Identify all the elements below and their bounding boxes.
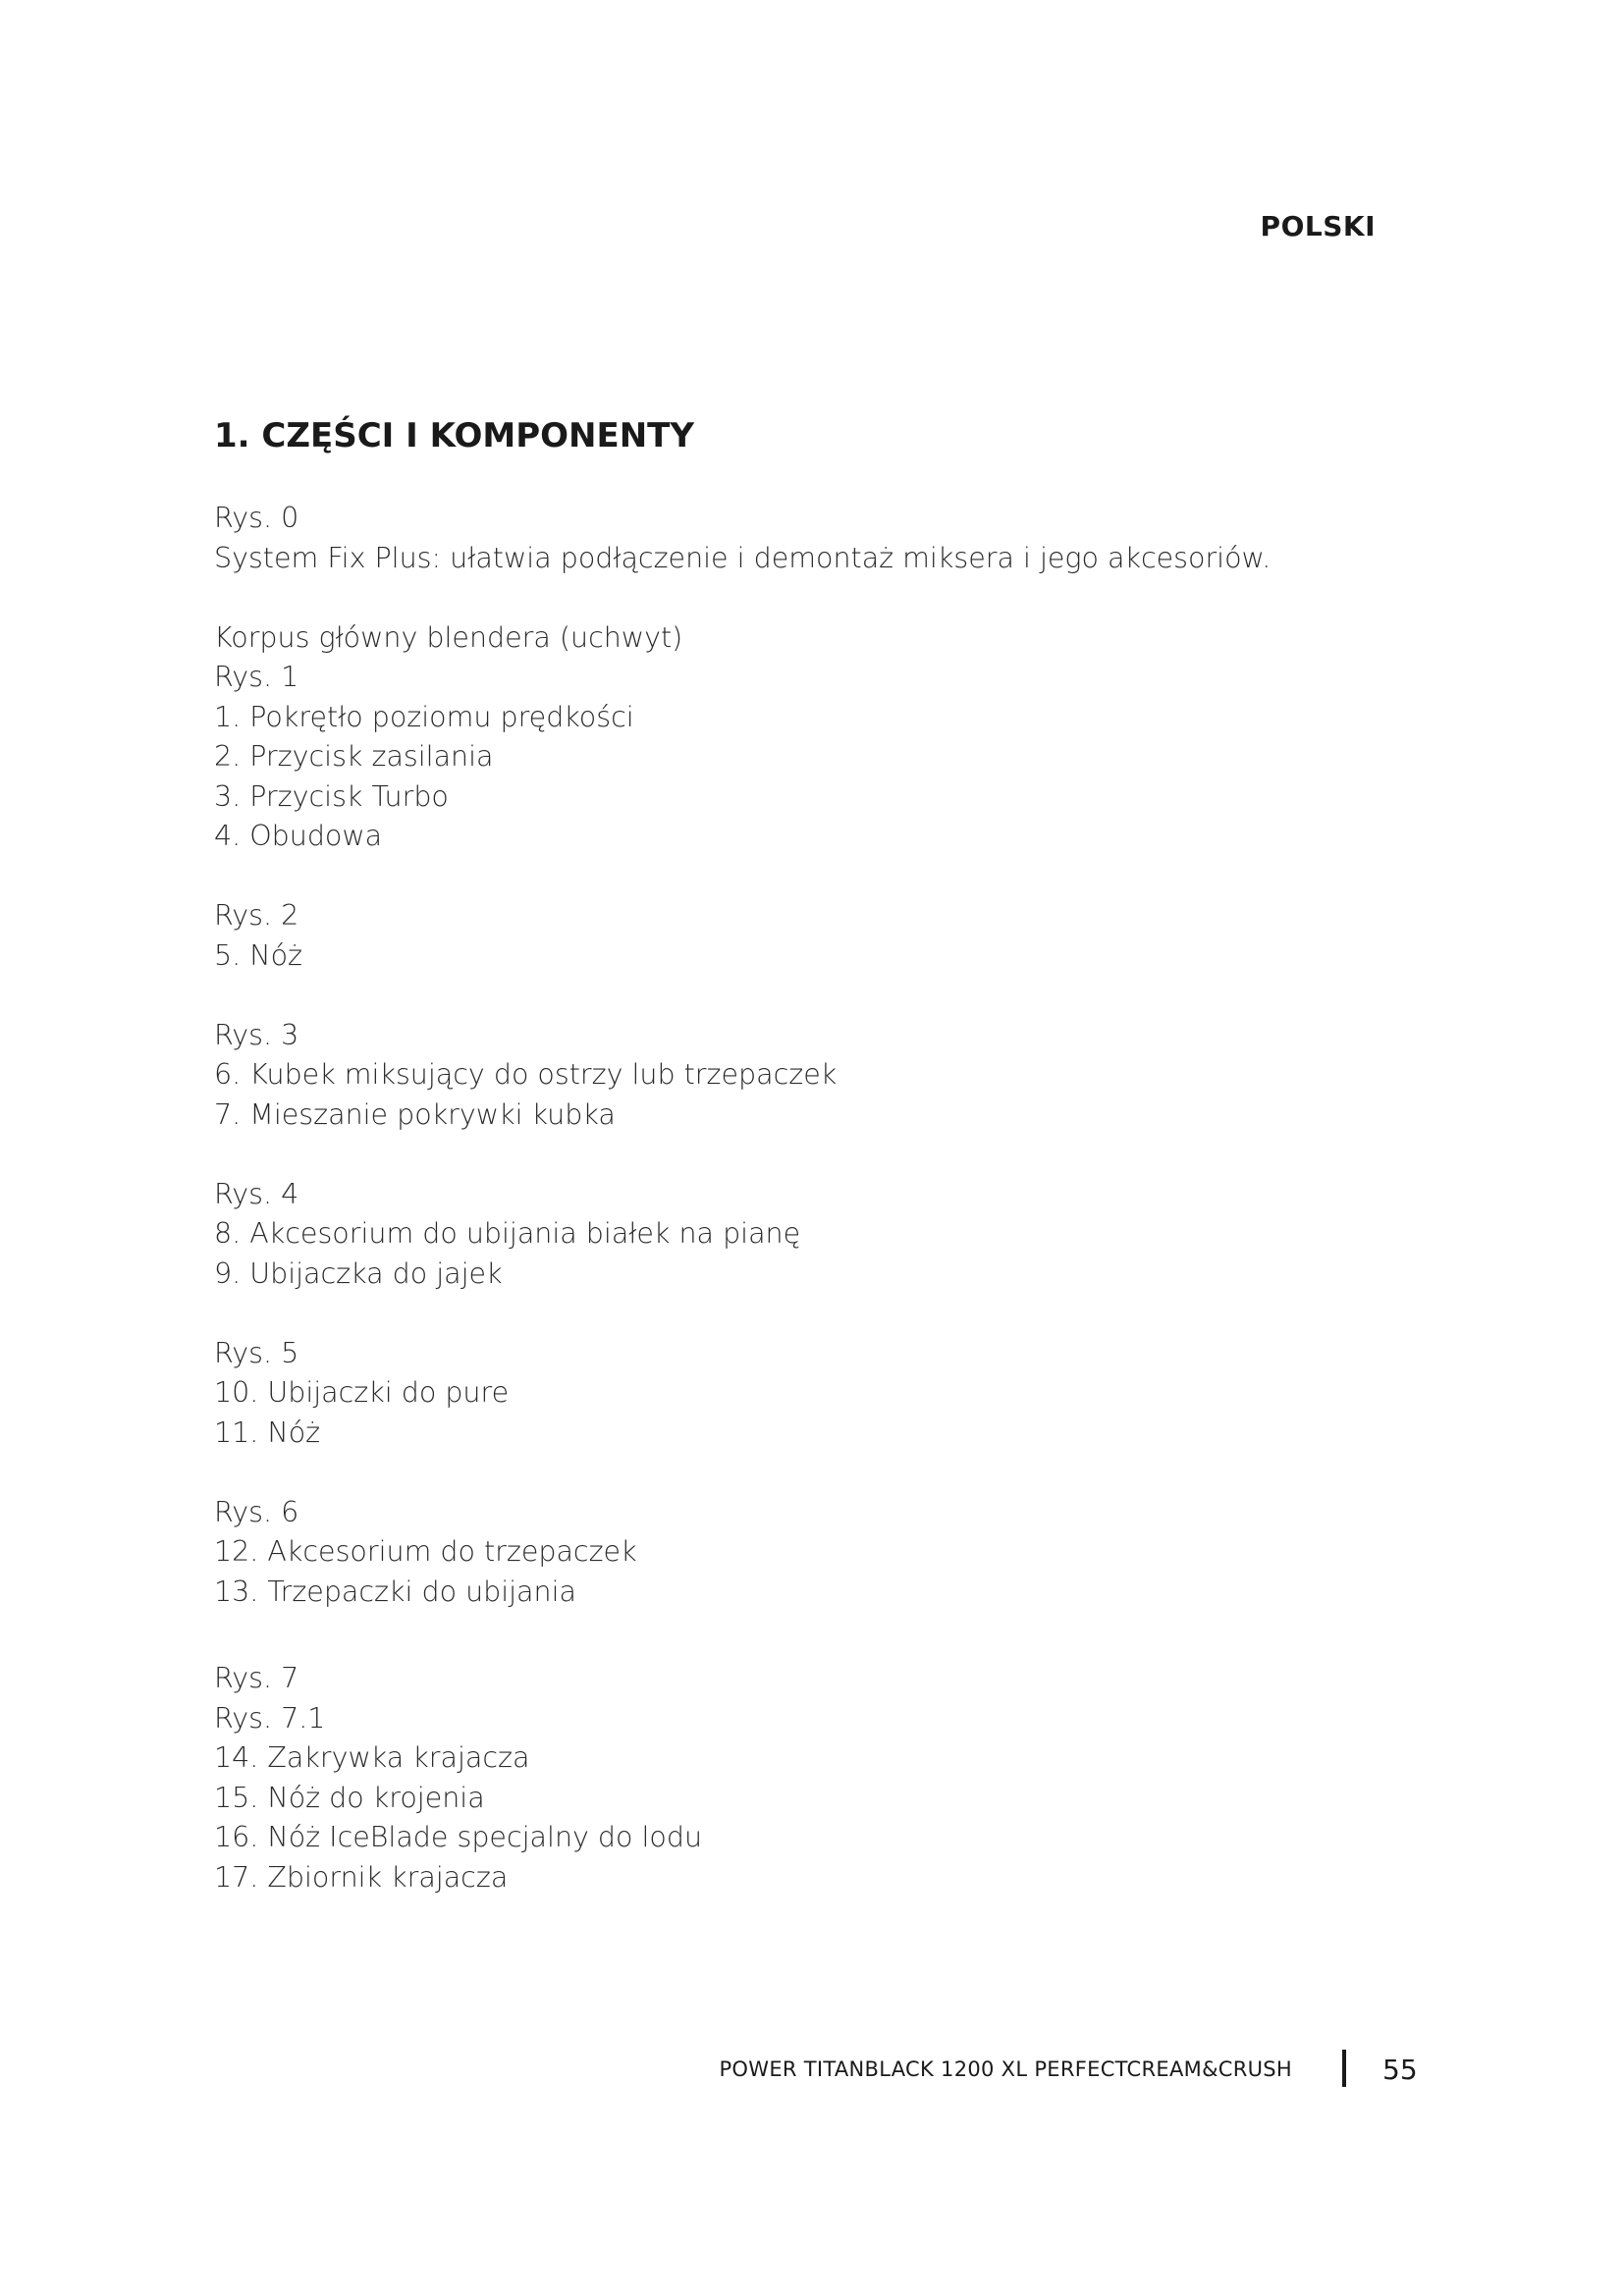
- figure-group-6: [214, 1493, 1412, 1613]
- figure-group-0: [214, 499, 1412, 578]
- figure-group-4: [214, 1175, 1412, 1295]
- figure-label: Rys. 0: [214, 502, 299, 534]
- section-title: 1. CZĘŚCI I KOMPONENTY: [214, 416, 694, 455]
- list-item: 3. Przycisk Turbo: [214, 779, 449, 813]
- figure-group-1: [214, 618, 1412, 857]
- footer-divider: [1342, 2050, 1346, 2087]
- figure-label: Rys. 7.1: [214, 1701, 326, 1735]
- figure-group-3: [214, 1016, 1412, 1136]
- list-item: System Fix Plus: ułatwia podłączenie i demontaż miksera i jego akcesoriów.: [214, 541, 1272, 574]
- list-item: 16. Nóż IceBlade specjalny do lodu: [214, 1821, 703, 1853]
- figure-label: Rys. 3: [214, 1018, 299, 1051]
- list-item: 6. Kubek miksujący do ostrzy lub trzepaczek: [214, 1058, 838, 1091]
- figure-label: Rys. 5: [214, 1336, 299, 1369]
- list-item: 12. Akcesorium do trzepaczek: [214, 1535, 637, 1568]
- list-item: 8. Akcesorium do ubijania białek na pianę: [214, 1217, 801, 1250]
- list-item: 17. Zbiornik krajacza: [214, 1860, 509, 1894]
- page-number: 55: [1382, 2054, 1418, 2086]
- list-item: 13. Trzepaczki do ubijania: [214, 1575, 576, 1608]
- figure-label: Rys. 6: [214, 1495, 299, 1528]
- group-heading: Korpus główny blendera (uchwyt): [214, 620, 683, 654]
- list-item: 2. Przycisk zasilania: [214, 740, 494, 773]
- figure-group-2: [214, 896, 1412, 976]
- language-label: POLSKI: [1260, 210, 1376, 242]
- list-item: 14. Zakrywka krajacza: [214, 1741, 530, 1774]
- footer-product-name: POWER TITANBLACK 1200 XL PERFECTCREAM&CRUSH: [719, 2057, 1292, 2081]
- list-item: 7. Mieszanie pokrywki kubka: [214, 1097, 616, 1131]
- list-item: 11. Nóż: [214, 1415, 321, 1449]
- list-item: 10. Ubijaczki do pure: [214, 1376, 510, 1409]
- figure-label: Rys. 4: [214, 1177, 299, 1210]
- figure-label: Rys. 2: [214, 899, 299, 932]
- list-item: 1. Pokrętło poziomu prędkości: [214, 700, 634, 733]
- list-item: 4. Obudowa: [214, 820, 383, 852]
- list-item: 5. Nóż: [214, 938, 302, 972]
- list-item: 15. Nóż do krojenia: [214, 1781, 485, 1814]
- page-footer: [0, 2048, 1624, 2095]
- list-item: 9. Ubijaczka do jajek: [214, 1256, 503, 1290]
- figure-group-5: [214, 1334, 1412, 1454]
- figure-label: Rys. 1: [214, 661, 299, 693]
- parts-list: [214, 499, 1412, 1897]
- figure-label: Rys. 7: [214, 1662, 299, 1694]
- figure-group-7: [214, 1659, 1412, 1897]
